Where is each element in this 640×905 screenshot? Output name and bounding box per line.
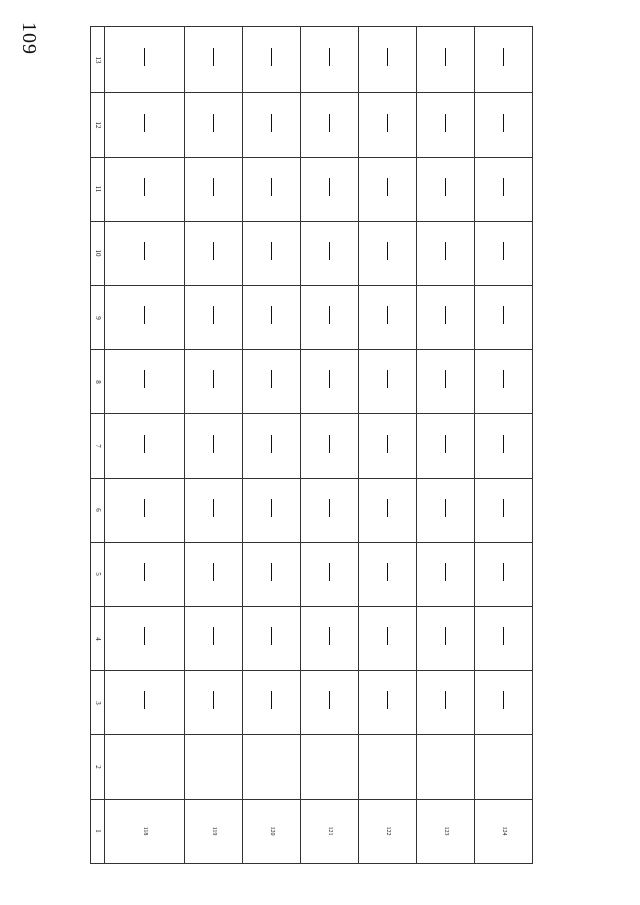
table-cell bbox=[301, 607, 359, 671]
table-cell bbox=[185, 221, 243, 285]
register-table bbox=[90, 26, 613, 864]
row-number: 122 bbox=[384, 826, 391, 836]
table-cell bbox=[185, 735, 243, 799]
row-number: 121 bbox=[326, 826, 333, 836]
empty-dash bbox=[271, 563, 272, 581]
empty-dash bbox=[329, 178, 330, 196]
empty-dash bbox=[329, 563, 330, 581]
table-cell bbox=[359, 735, 417, 799]
table-cell bbox=[475, 27, 533, 93]
column-header-label: 12 bbox=[93, 121, 102, 129]
empty-dash bbox=[144, 627, 145, 645]
empty-dash bbox=[387, 627, 388, 645]
empty-dash bbox=[503, 178, 504, 196]
table-cell bbox=[243, 478, 301, 542]
empty-dash bbox=[213, 48, 214, 66]
column-header-label: 2 bbox=[93, 765, 102, 769]
empty-dash bbox=[387, 563, 388, 581]
empty-dash bbox=[503, 48, 504, 66]
table-cell bbox=[243, 607, 301, 671]
column-header bbox=[91, 607, 105, 671]
empty-dash bbox=[144, 306, 145, 324]
table-cell bbox=[301, 157, 359, 221]
empty-dash bbox=[213, 306, 214, 324]
empty-dash bbox=[329, 242, 330, 260]
table-cell bbox=[105, 735, 185, 799]
empty-dash bbox=[329, 48, 330, 66]
empty-dash bbox=[144, 499, 145, 517]
column-header-label: 7 bbox=[93, 444, 102, 448]
column-header-label: 5 bbox=[93, 572, 102, 577]
empty-dash bbox=[213, 178, 214, 196]
table-cell bbox=[185, 93, 243, 157]
table-cell bbox=[359, 27, 417, 93]
table-cell bbox=[301, 350, 359, 414]
empty-dash bbox=[271, 178, 272, 196]
empty-dash bbox=[445, 370, 446, 388]
empty-dash bbox=[144, 691, 145, 709]
empty-dash bbox=[329, 627, 330, 645]
table-cell bbox=[417, 671, 475, 735]
empty-dash bbox=[387, 499, 388, 517]
table-cell bbox=[105, 157, 185, 221]
table-cell bbox=[417, 735, 475, 799]
table-cell bbox=[475, 350, 533, 414]
table-cell bbox=[475, 735, 533, 799]
table-cell bbox=[243, 93, 301, 157]
table-cell bbox=[359, 221, 417, 285]
row-number: 120 bbox=[268, 826, 275, 836]
empty-dash bbox=[271, 370, 272, 388]
empty-dash bbox=[503, 242, 504, 260]
empty-dash bbox=[445, 114, 446, 132]
table-cell bbox=[185, 799, 243, 863]
empty-dash bbox=[387, 114, 388, 132]
table-cell bbox=[105, 286, 185, 350]
table-cell bbox=[359, 286, 417, 350]
empty-dash bbox=[445, 242, 446, 260]
table-cell bbox=[185, 157, 243, 221]
table-cell bbox=[417, 157, 475, 221]
table-column-6 bbox=[91, 478, 613, 542]
table-cell bbox=[417, 27, 475, 93]
column-header-label: 4 bbox=[93, 636, 102, 641]
empty-dash bbox=[213, 370, 214, 388]
empty-dash bbox=[144, 435, 145, 453]
empty-dash bbox=[329, 499, 330, 517]
empty-dash bbox=[387, 242, 388, 260]
table-cell bbox=[185, 286, 243, 350]
table-cell bbox=[105, 350, 185, 414]
column-header bbox=[91, 799, 105, 863]
empty-dash bbox=[445, 627, 446, 645]
table-cell bbox=[475, 221, 533, 285]
empty-dash bbox=[445, 178, 446, 196]
empty-dash bbox=[503, 306, 504, 324]
table-cell bbox=[105, 414, 185, 478]
table-column-10 bbox=[91, 221, 613, 285]
table-cell bbox=[359, 414, 417, 478]
table-column-12 bbox=[91, 93, 613, 157]
empty-dash bbox=[213, 691, 214, 709]
table-cell bbox=[301, 286, 359, 350]
empty-dash bbox=[503, 499, 504, 517]
table-column-11 bbox=[91, 157, 613, 221]
column-header bbox=[91, 286, 105, 350]
table-cell bbox=[301, 221, 359, 285]
table-column-9 bbox=[91, 286, 613, 350]
empty-dash bbox=[445, 691, 446, 709]
empty-dash bbox=[387, 306, 388, 324]
table-cell bbox=[417, 799, 475, 863]
empty-dash bbox=[445, 563, 446, 581]
table-cell bbox=[301, 542, 359, 606]
table-cell bbox=[105, 799, 185, 863]
table-cell bbox=[301, 93, 359, 157]
table-cell bbox=[475, 607, 533, 671]
table-cell bbox=[243, 414, 301, 478]
table-cell bbox=[475, 542, 533, 606]
table-cell bbox=[359, 542, 417, 606]
empty-dash bbox=[144, 178, 145, 196]
column-header bbox=[91, 542, 105, 606]
table-cell bbox=[359, 350, 417, 414]
table-column-4 bbox=[91, 607, 613, 671]
row-number: 123 bbox=[442, 826, 449, 836]
table-cell bbox=[417, 221, 475, 285]
empty-dash bbox=[387, 370, 388, 388]
table-cell bbox=[301, 735, 359, 799]
table-cell bbox=[243, 542, 301, 606]
table-cell bbox=[475, 157, 533, 221]
empty-dash bbox=[387, 435, 388, 453]
empty-dash bbox=[387, 48, 388, 66]
table-cell bbox=[475, 478, 533, 542]
table-cell bbox=[105, 671, 185, 735]
table-cell bbox=[105, 542, 185, 606]
table-cell bbox=[417, 414, 475, 478]
empty-dash bbox=[271, 499, 272, 517]
table-cell bbox=[417, 607, 475, 671]
column-header-label: 13 bbox=[93, 56, 102, 64]
table-cell bbox=[475, 671, 533, 735]
table-column-13 bbox=[91, 27, 613, 93]
table-cell bbox=[417, 542, 475, 606]
empty-dash bbox=[213, 114, 214, 132]
column-header bbox=[91, 478, 105, 542]
empty-dash bbox=[329, 306, 330, 324]
table-cell bbox=[243, 735, 301, 799]
empty-dash bbox=[271, 627, 272, 645]
column-header bbox=[91, 414, 105, 478]
empty-dash bbox=[445, 435, 446, 453]
table-cell bbox=[417, 93, 475, 157]
table-cell bbox=[185, 350, 243, 414]
empty-dash bbox=[213, 563, 214, 581]
table-cell bbox=[301, 414, 359, 478]
column-header bbox=[91, 93, 105, 157]
table-column-2 bbox=[91, 735, 613, 799]
column-header-label: 8 bbox=[93, 380, 102, 384]
table-cell bbox=[243, 671, 301, 735]
column-header-label: 9 bbox=[93, 315, 102, 320]
column-header-label: 10 bbox=[93, 249, 102, 257]
table-cell bbox=[243, 221, 301, 285]
empty-dash bbox=[144, 563, 145, 581]
table-cell bbox=[301, 671, 359, 735]
empty-dash bbox=[213, 242, 214, 260]
table-cell bbox=[475, 414, 533, 478]
table-cell bbox=[301, 27, 359, 93]
empty-dash bbox=[271, 242, 272, 260]
table-cell bbox=[417, 478, 475, 542]
empty-dash bbox=[329, 114, 330, 132]
table-column-5 bbox=[91, 542, 613, 606]
empty-dash bbox=[445, 306, 446, 324]
table-cell bbox=[105, 478, 185, 542]
empty-dash bbox=[503, 563, 504, 581]
table-cell bbox=[359, 478, 417, 542]
column-header-label: 6 bbox=[93, 508, 102, 512]
table-cell bbox=[185, 542, 243, 606]
table-cell bbox=[243, 157, 301, 221]
empty-dash bbox=[271, 691, 272, 709]
table-cell bbox=[417, 350, 475, 414]
empty-dash bbox=[503, 114, 504, 132]
column-header bbox=[91, 221, 105, 285]
table-cell bbox=[185, 414, 243, 478]
empty-dash bbox=[503, 370, 504, 388]
empty-dash bbox=[271, 114, 272, 132]
table-cell bbox=[185, 607, 243, 671]
column-header bbox=[91, 27, 105, 93]
table-cell bbox=[185, 478, 243, 542]
column-header bbox=[91, 350, 105, 414]
table-column-7 bbox=[91, 414, 613, 478]
table-cell bbox=[359, 607, 417, 671]
table-cell bbox=[301, 478, 359, 542]
empty-dash bbox=[329, 691, 330, 709]
empty-dash bbox=[329, 435, 330, 453]
column-header bbox=[91, 735, 105, 799]
table-cell bbox=[243, 286, 301, 350]
empty-dash bbox=[329, 370, 330, 388]
empty-dash bbox=[144, 242, 145, 260]
empty-dash bbox=[144, 48, 145, 66]
empty-dash bbox=[503, 435, 504, 453]
empty-dash bbox=[387, 178, 388, 196]
empty-dash bbox=[144, 370, 145, 388]
column-header-label: 1 bbox=[93, 829, 102, 834]
column-header bbox=[91, 671, 105, 735]
column-header-label: 11 bbox=[93, 185, 102, 193]
empty-dash bbox=[445, 499, 446, 517]
table-cell bbox=[185, 27, 243, 93]
empty-dash bbox=[445, 48, 446, 66]
table-column-8 bbox=[91, 350, 613, 414]
table-cell bbox=[243, 27, 301, 93]
row-number: 118 bbox=[141, 826, 148, 836]
empty-dash bbox=[387, 691, 388, 709]
empty-dash bbox=[503, 691, 504, 709]
table-cell bbox=[475, 286, 533, 350]
empty-dash bbox=[213, 499, 214, 517]
row-number: 124 bbox=[500, 826, 507, 836]
table-cell bbox=[301, 799, 359, 863]
table-cell bbox=[105, 27, 185, 93]
empty-dash bbox=[503, 627, 504, 645]
table-cell bbox=[475, 93, 533, 157]
empty-dash bbox=[213, 627, 214, 645]
empty-dash bbox=[271, 306, 272, 324]
empty-dash bbox=[144, 114, 145, 132]
column-header-label: 3 bbox=[93, 701, 102, 705]
table-cell bbox=[475, 799, 533, 863]
empty-dash bbox=[271, 48, 272, 66]
table-cell bbox=[105, 93, 185, 157]
table-cell bbox=[359, 799, 417, 863]
table-cell bbox=[243, 799, 301, 863]
table-cell bbox=[417, 286, 475, 350]
row-number: 119 bbox=[210, 826, 217, 836]
table-cell bbox=[105, 221, 185, 285]
table-column-3 bbox=[91, 671, 613, 735]
table-cell bbox=[105, 607, 185, 671]
column-header bbox=[91, 157, 105, 221]
table-cell bbox=[359, 157, 417, 221]
table-cell bbox=[359, 671, 417, 735]
empty-dash bbox=[271, 435, 272, 453]
table-cell bbox=[359, 93, 417, 157]
table-cell bbox=[185, 671, 243, 735]
table-column-1 bbox=[91, 799, 613, 863]
page-number: 109 bbox=[18, 22, 40, 55]
table-cell bbox=[243, 350, 301, 414]
empty-dash bbox=[213, 435, 214, 453]
